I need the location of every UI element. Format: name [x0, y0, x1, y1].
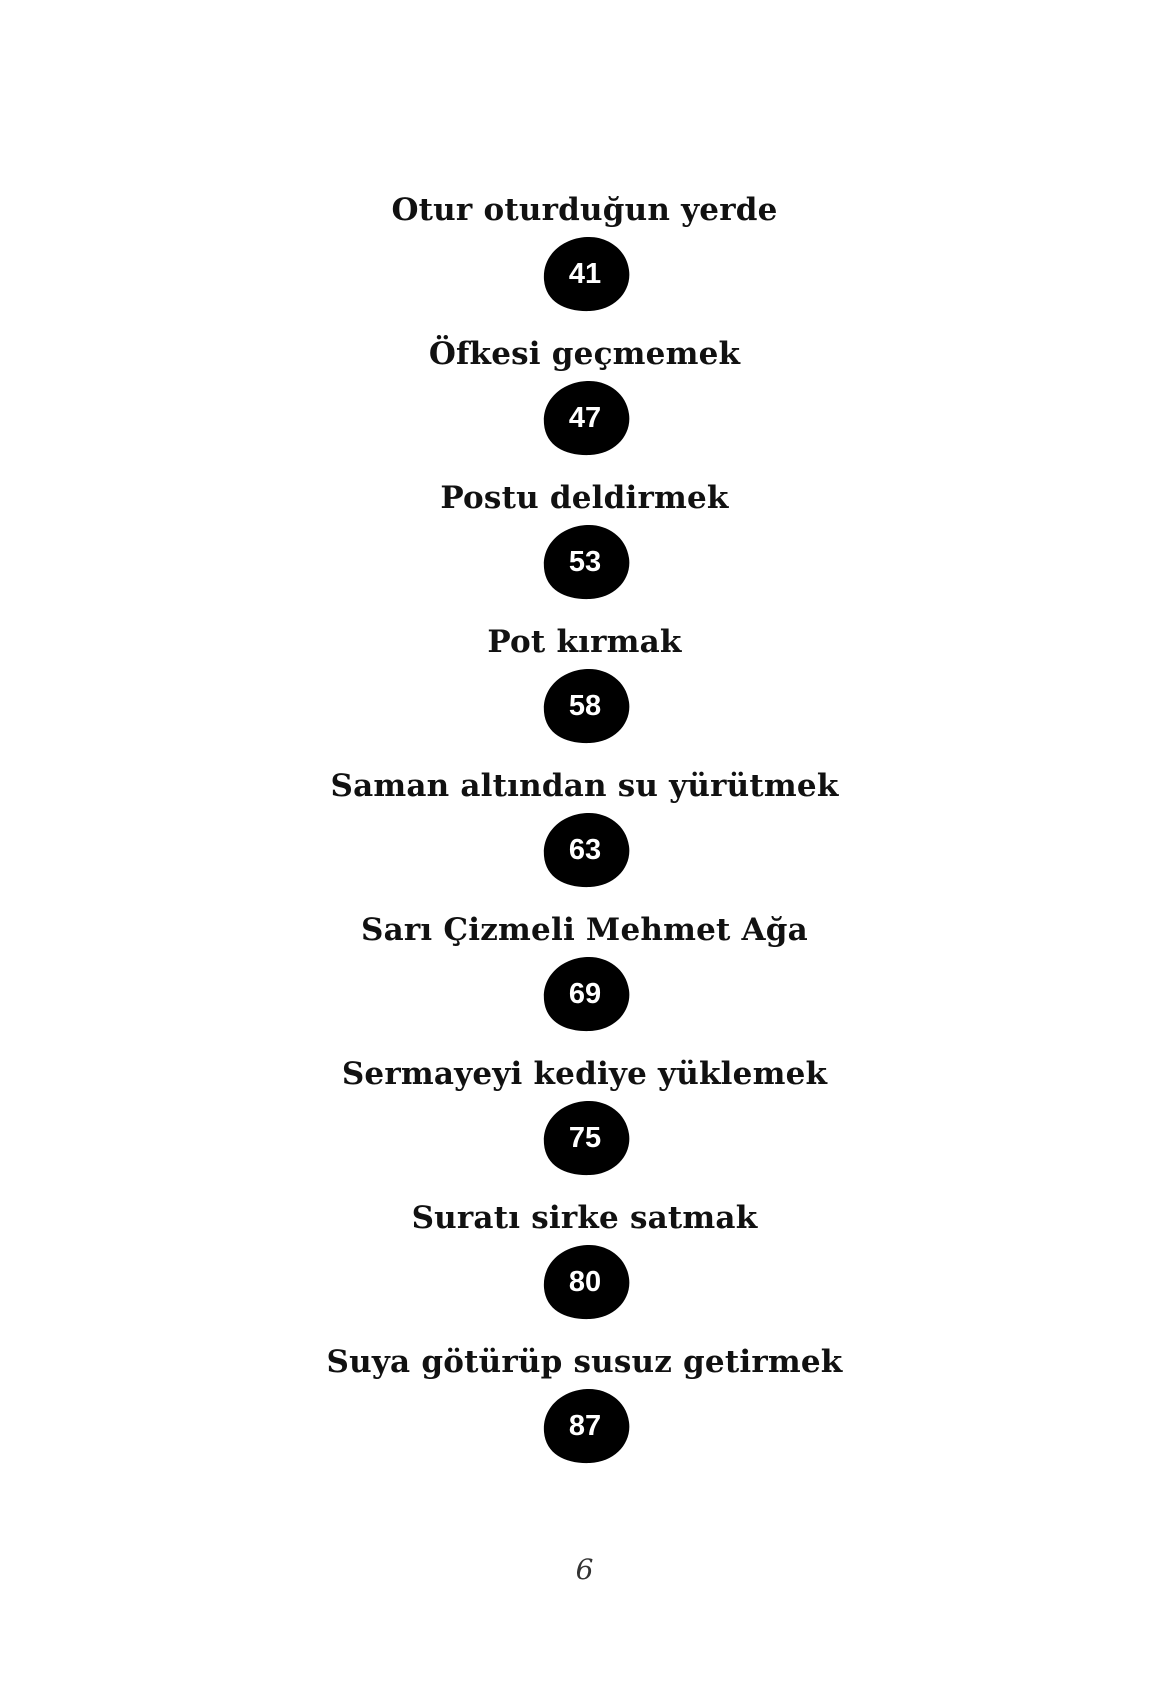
- page-number-badge[interactable]: [543, 380, 630, 456]
- page-number-badge[interactable]: [543, 1244, 630, 1320]
- page-number-badge[interactable]: [543, 236, 630, 312]
- toc-entry[interactable]: [0, 618, 1169, 762]
- page-folio-number: 6: [575, 1553, 594, 1586]
- toc-entry-title[interactable]: Saman altından su yürütmek: [330, 768, 839, 804]
- page-number: 41: [568, 258, 602, 290]
- page-number: 75: [568, 1122, 602, 1154]
- page-number-badge[interactable]: [543, 956, 630, 1032]
- toc-entry[interactable]: [0, 1194, 1169, 1338]
- page-number-badge[interactable]: [543, 812, 630, 888]
- page-number-badge[interactable]: [543, 1100, 630, 1176]
- toc-entry-title[interactable]: Postu deldirmek: [440, 480, 729, 516]
- toc-entry[interactable]: [0, 474, 1169, 618]
- toc-entry[interactable]: [0, 762, 1169, 906]
- page-number-badge[interactable]: [543, 524, 630, 600]
- page-number: 47: [568, 402, 602, 434]
- toc-entry[interactable]: [0, 906, 1169, 1050]
- page-number: 80: [568, 1266, 602, 1298]
- page-number: 69: [568, 978, 602, 1010]
- toc-entry-title[interactable]: Sarı Çizmeli Mehmet Ağa: [361, 912, 808, 948]
- page-number-badge[interactable]: [543, 668, 630, 744]
- page-number-badge[interactable]: [543, 1388, 630, 1464]
- toc-entry-title[interactable]: Sermayeyi kediye yüklemek: [341, 1056, 828, 1092]
- toc-entry[interactable]: [0, 330, 1169, 474]
- toc-entry-title[interactable]: Pot kırmak: [487, 624, 682, 660]
- page-number: 53: [568, 546, 602, 578]
- toc-entry-title[interactable]: Otur oturduğun yerde: [391, 192, 778, 228]
- page-number: 87: [568, 1410, 602, 1442]
- toc-entry[interactable]: [0, 1050, 1169, 1194]
- page-number: 63: [568, 834, 602, 866]
- page-number: 58: [568, 690, 602, 722]
- toc-entry-title[interactable]: Suya götürüp susuz getirmek: [326, 1344, 843, 1380]
- toc-entry-title[interactable]: Suratı sirke satmak: [411, 1200, 758, 1236]
- toc-entry[interactable]: [0, 1338, 1169, 1482]
- toc-entry[interactable]: [0, 186, 1169, 330]
- toc-entry-title[interactable]: Öfkesi geçmemek: [428, 336, 741, 372]
